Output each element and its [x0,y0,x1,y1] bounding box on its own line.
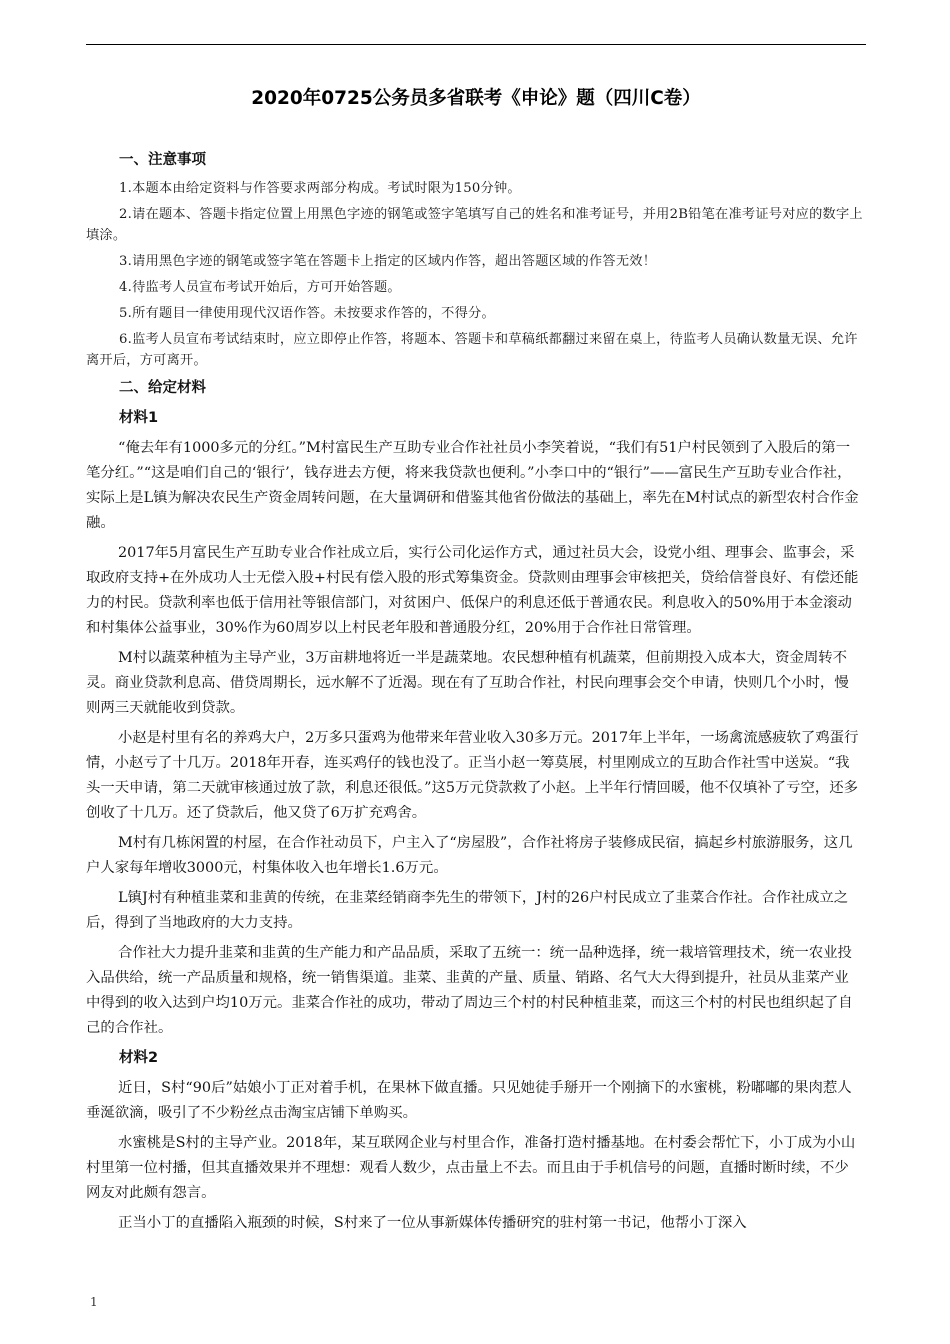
material-paragraph: “俺去年有1000多元的分红。”M村富民生产互助专业合作社社员小李笑着说，“我们有51户村民领到了入股后的第一笔分红。”“这是咱们自己的‘银行’，钱存进去方便，将来我贷款也便利。”小李口中的“银行”——富民生产互助专业合作社，实际上是L镇为解决农民生产资金周转问题，在大量调研和借鉴其他省份做法的基础上，率先在M村试点的新型农村合作金融。 [86,440,859,531]
material-paragraph: M村有几栋闲置的村屋，在合作社动员下，户主入了“房屋股”，合作社将房子装修成民宿，搞起乡村旅游服务，这几户人家每年增收3000元，村集体收入也年增长1.6万元。 [86,835,853,876]
material-2-heading: 材料2 [119,1050,159,1066]
note-item: 5.所有题目一律使用现代汉语作答。未按要求作答的，不得分。 [119,306,495,321]
note-item: 4.待监考人员宣布考试开始后，方可开始答题。 [119,280,401,295]
note-item: 6.监考人员宣布考试结束时，应立即停止作答，将题本、答题卡和草稿纸都翻过来留在桌上，待监考人员确认数量无误、允许离开后，方可离开。 [86,332,858,368]
note-item: 2.请在题本、答题卡指定位置上用黑色字迹的钢笔或签字笔填写自己的姓名和准考证号，并用2B铅笔在准考证号对应的数字上填涂。 [86,207,863,243]
note-item: 1.本题本由给定资料与作答要求两部分构成。考试时限为150分钟。 [119,181,521,196]
page-number: 1 [90,1295,98,1309]
section-heading-notes: 一、注意事项 [119,152,206,168]
material-paragraph: 小赵是村里有名的养鸡大户，2万多只蛋鸡为他带来年营业收入30多万元。2017年上半年，一场禽流感疲软了鸡蛋行情，小赵亏了十几万。2018年开春，连买鸡仔的钱也没了。正当小赵一筹莫展，村里刚成立的互助合作社雪中送炭。“我头一天申请，第二天就审核通过放了款，利息还很低。”这5万元贷款救了小赵。上半年行情回暖，他不仅填补了亏空，还多创收了十几万。还了贷款后，他又贷了6万扩充鸡舍。 [86,730,859,821]
material-paragraph: L镇J村有种植韭菜和韭黄的传统，在韭菜经销商李先生的带领下，J村的26户村民成立了韭菜合作社。合作社成立之后，得到了当地政府的大力支持。 [86,890,849,931]
material-paragraph: M村以蔬菜种植为主导产业，3万亩耕地将近一半是蔬菜地。农民想种植有机蔬菜，但前期投入成本大，资金周转不灵。商业贷款利息高、借贷周期长，远水解不了近渴。现在有了互助合作社，村民向理事会交个申请，快则几个小时，慢则两三天就能收到贷款。 [86,650,849,716]
material-paragraph: 近日，S村“90后”姑娘小丁正对着手机，在果林下做直播。只见她徒手掰开一个刚摘下的水蜜桃，粉嘟嘟的果肉惹人垂涎欲滴，吸引了不少粉丝点击淘宝店铺下单购买。 [86,1080,852,1121]
note-item: 3.请用黑色字迹的钢笔或签字笔在答题卡上指定的区域内作答，超出答题区域的作答无效！ [119,254,657,269]
material-paragraph: 水蜜桃是S村的主导产业。2018年，某互联网企业与村里合作，准备打造村播基地。在村委会帮忙下，小丁成为小山村里第一位村播，但其直播效果并不理想：观看人数少，点击量上不去。而且由于手机信号的问题，直播时断时续，不少网友对此颇有怨言。 [86,1135,856,1201]
material-1-heading: 材料1 [119,410,159,426]
document-body [86,148,863,1241]
material-paragraph: 合作社大力提升韭菜和韭黄的生产能力和产品品质，采取了五统一：统一品种选择，统一栽培管理技术，统一农业投入品供给，统一产品质量和规格，统一销售渠道。韭菜、韭黄的产量、质量、销路、名气大大得到提升，社员从韭菜产业中得到的收入达到户均10万元。韭菜合作社的成功，带动了周边三个村的村民种植韭菜，而这三个村的村民也组织起了自己的合作社。 [86,945,853,1036]
document-title: 2020年0725公务员多省联考《申论》题（四川C卷） [251,88,701,109]
material-paragraph: 正当小丁的直播陷入瓶颈的时候，S村来了一位从事新媒体传播研究的驻村第一书记，他帮小丁深入 [118,1215,747,1231]
section-heading-materials: 二、给定材料 [119,380,206,396]
material-paragraph: 2017年5月富民生产互助专业合作社成立后，实行公司化运作方式，通过社员大会，设党小组、理事会、监事会，采取政府支持+在外成功人士无偿入股+村民有偿入股的形式筹集资金。贷款则由理事会审核把关，贷给信誉良好、有偿还能力的村民。贷款利率也低于信用社等银信部门，对贫困户、低保户的利息还低于普通农民。利息收入的50%用于本金滚动和村集体公益事业，30%作为60周岁以上村民老年股和普通股分红，20%用于合作社日常管理。 [86,545,859,636]
header-rule [86,44,866,45]
